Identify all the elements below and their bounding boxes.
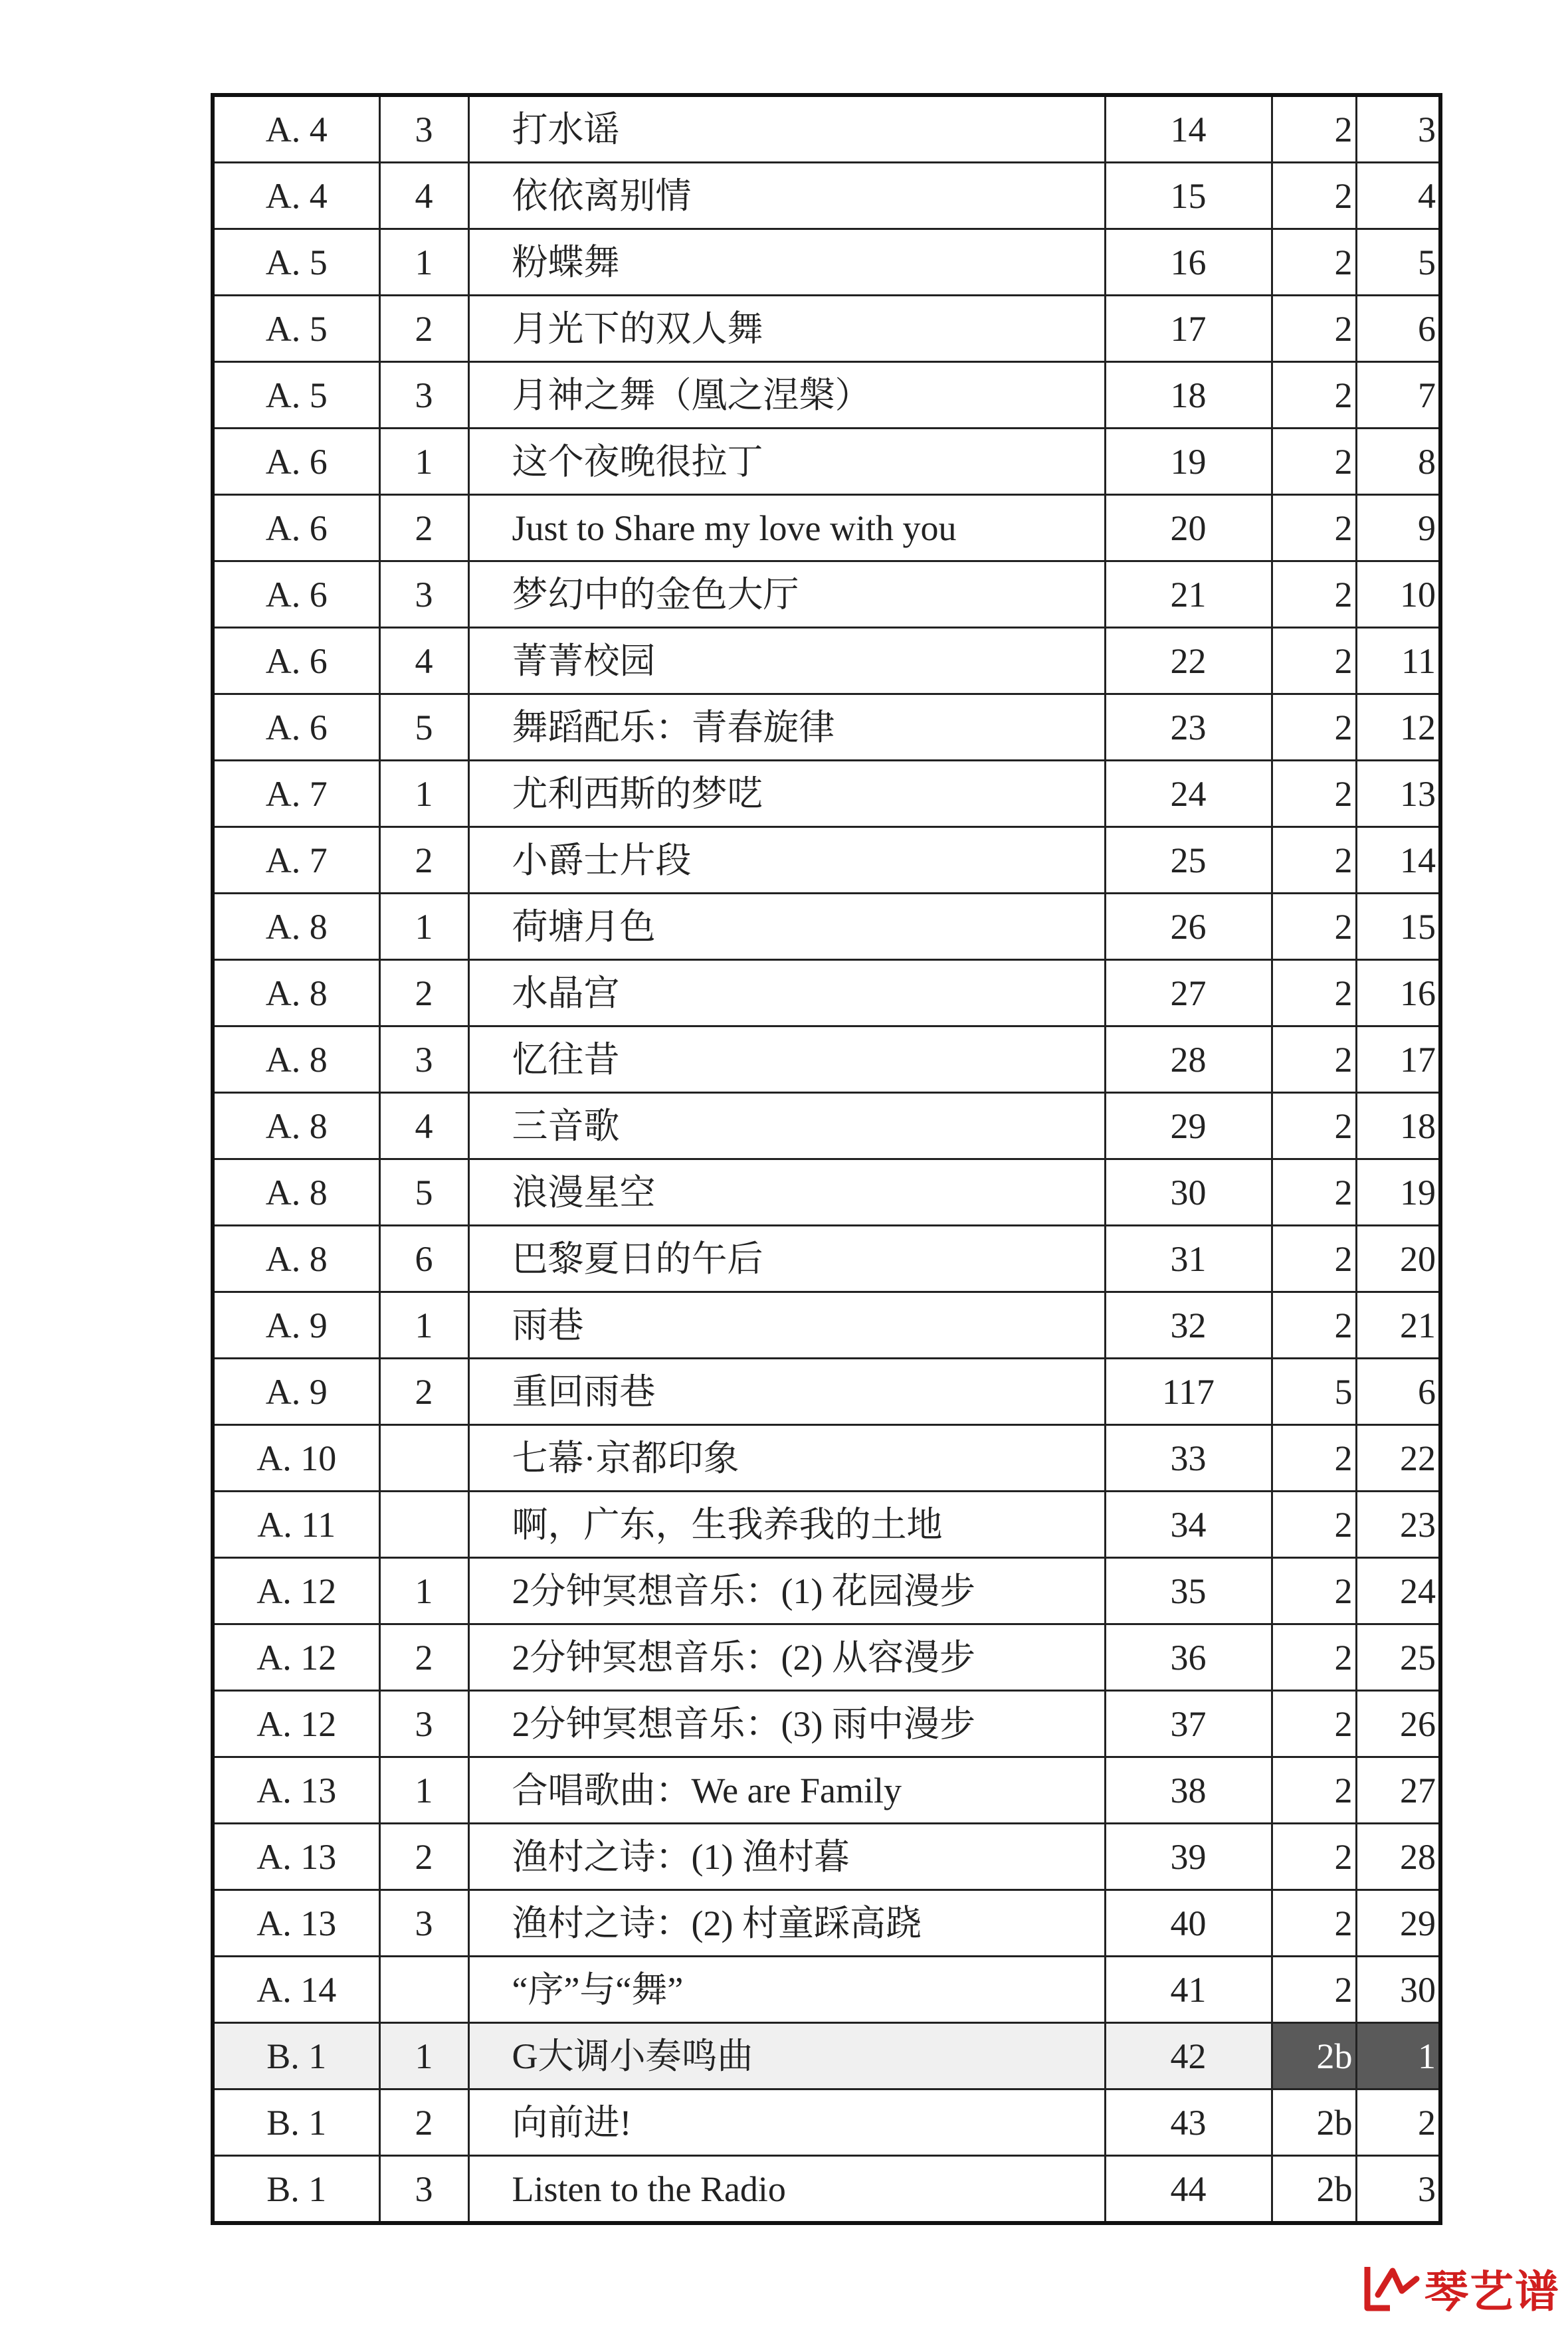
table-row bbox=[213, 827, 1440, 894]
position-cell: 3 bbox=[1356, 2156, 1440, 2224]
table-row bbox=[213, 1558, 1440, 1624]
section-cell: A. 13 bbox=[213, 1757, 379, 1824]
volume-cell: 2 bbox=[1272, 1558, 1356, 1624]
score-index-body bbox=[213, 95, 1440, 2223]
section-cell: A. 13 bbox=[213, 1890, 379, 1957]
page-number-cell: 24 bbox=[1105, 761, 1272, 827]
title-cell: 月光下的双人舞 bbox=[468, 296, 1105, 362]
page-number-cell: 34 bbox=[1105, 1492, 1272, 1558]
page-number-cell: 20 bbox=[1105, 495, 1272, 561]
position-cell: 6 bbox=[1356, 296, 1440, 362]
volume-cell: 2 bbox=[1272, 495, 1356, 561]
table-row bbox=[213, 229, 1440, 296]
item-number-cell: 4 bbox=[379, 163, 468, 229]
table-row bbox=[213, 1691, 1440, 1757]
item-number-cell: 2 bbox=[379, 296, 468, 362]
position-cell: 23 bbox=[1356, 1492, 1440, 1558]
title-cell: 菁菁校园 bbox=[468, 628, 1105, 694]
table-row bbox=[213, 2023, 1440, 2089]
section-cell: A. 7 bbox=[213, 827, 379, 894]
page-number-cell: 31 bbox=[1105, 1226, 1272, 1292]
item-number-cell: 2 bbox=[379, 1824, 468, 1890]
volume-cell: 2 bbox=[1272, 362, 1356, 429]
section-cell: A. 8 bbox=[213, 1226, 379, 1292]
title-cell: 忆往昔 bbox=[468, 1026, 1105, 1093]
table-row bbox=[213, 1624, 1440, 1691]
table-row bbox=[213, 95, 1440, 163]
position-cell: 9 bbox=[1356, 495, 1440, 561]
page-number-cell: 41 bbox=[1105, 1957, 1272, 2023]
section-cell: B. 1 bbox=[213, 2089, 379, 2156]
item-number-cell: 1 bbox=[379, 2023, 468, 2089]
item-number-cell: 2 bbox=[379, 827, 468, 894]
page-number-cell: 22 bbox=[1105, 628, 1272, 694]
title-cell: 浪漫星空 bbox=[468, 1159, 1105, 1226]
table-row bbox=[213, 1026, 1440, 1093]
volume-cell: 2 bbox=[1272, 1226, 1356, 1292]
item-number-cell: 3 bbox=[379, 95, 468, 163]
section-cell: A. 13 bbox=[213, 1824, 379, 1890]
page-number-cell: 43 bbox=[1105, 2089, 1272, 2156]
table-row bbox=[213, 1159, 1440, 1226]
position-cell: 2 bbox=[1356, 2089, 1440, 2156]
title-cell: 梦幻中的金色大厅 bbox=[468, 561, 1105, 628]
volume-cell: 2 bbox=[1272, 1159, 1356, 1226]
page-number-cell: 33 bbox=[1105, 1425, 1272, 1492]
table-row bbox=[213, 163, 1440, 229]
position-cell: 21 bbox=[1356, 1292, 1440, 1359]
title-cell: 2分钟冥想音乐：(3) 雨中漫步 bbox=[468, 1691, 1105, 1757]
page-number-cell: 21 bbox=[1105, 561, 1272, 628]
position-cell: 25 bbox=[1356, 1624, 1440, 1691]
section-cell: A. 14 bbox=[213, 1957, 379, 2023]
title-cell: Listen to the Radio bbox=[468, 2156, 1105, 2224]
volume-cell: 2 bbox=[1272, 761, 1356, 827]
table-row bbox=[213, 1359, 1440, 1425]
table-row bbox=[213, 894, 1440, 960]
volume-cell: 2 bbox=[1272, 1824, 1356, 1890]
volume-cell: 2 bbox=[1272, 960, 1356, 1026]
page-number-cell: 44 bbox=[1105, 2156, 1272, 2224]
volume-cell: 2 bbox=[1272, 229, 1356, 296]
title-cell: 七幕·京都印象 bbox=[468, 1425, 1105, 1492]
item-number-cell bbox=[379, 1957, 468, 2023]
page-number-cell: 32 bbox=[1105, 1292, 1272, 1359]
volume-cell: 2 bbox=[1272, 561, 1356, 628]
volume-cell: 2 bbox=[1272, 1492, 1356, 1558]
item-number-cell: 1 bbox=[379, 761, 468, 827]
position-cell: 17 bbox=[1356, 1026, 1440, 1093]
section-cell: A. 8 bbox=[213, 1026, 379, 1093]
section-cell: A. 9 bbox=[213, 1292, 379, 1359]
title-cell: 月神之舞（凰之涅槃） bbox=[468, 362, 1105, 429]
volume-cell: 2 bbox=[1272, 1691, 1356, 1757]
page-number-cell: 39 bbox=[1105, 1824, 1272, 1890]
section-cell: A. 6 bbox=[213, 694, 379, 761]
table-row bbox=[213, 960, 1440, 1026]
item-number-cell: 3 bbox=[379, 362, 468, 429]
section-cell: A. 11 bbox=[213, 1492, 379, 1558]
volume-cell: 2 bbox=[1272, 1093, 1356, 1159]
brand-mark-icon bbox=[1363, 2262, 1421, 2313]
position-cell: 6 bbox=[1356, 1359, 1440, 1425]
volume-cell: 2 bbox=[1272, 628, 1356, 694]
title-cell: 粉蝶舞 bbox=[468, 229, 1105, 296]
table-row bbox=[213, 1226, 1440, 1292]
table-row bbox=[213, 495, 1440, 561]
page-number-cell: 25 bbox=[1105, 827, 1272, 894]
title-cell: 2分钟冥想音乐：(2) 从容漫步 bbox=[468, 1624, 1105, 1691]
page-number-cell: 42 bbox=[1105, 2023, 1272, 2089]
table-row bbox=[213, 1093, 1440, 1159]
page-number-cell: 27 bbox=[1105, 960, 1272, 1026]
item-number-cell bbox=[379, 1425, 468, 1492]
item-number-cell: 6 bbox=[379, 1226, 468, 1292]
title-cell: 依依离别情 bbox=[468, 163, 1105, 229]
volume-cell: 2 bbox=[1272, 95, 1356, 163]
volume-cell: 5 bbox=[1272, 1359, 1356, 1425]
volume-cell: 2 bbox=[1272, 296, 1356, 362]
page-number-cell: 14 bbox=[1105, 95, 1272, 163]
page-number-cell: 117 bbox=[1105, 1359, 1272, 1425]
item-number-cell: 3 bbox=[379, 1890, 468, 1957]
item-number-cell: 1 bbox=[379, 429, 468, 495]
page-number-cell: 37 bbox=[1105, 1691, 1272, 1757]
table-row bbox=[213, 1292, 1440, 1359]
page-number-cell: 36 bbox=[1105, 1624, 1272, 1691]
section-cell: A. 12 bbox=[213, 1691, 379, 1757]
position-cell: 13 bbox=[1356, 761, 1440, 827]
page-number-cell: 16 bbox=[1105, 229, 1272, 296]
position-cell: 28 bbox=[1356, 1824, 1440, 1890]
watermark-text: 琴艺谱 bbox=[1424, 2266, 1560, 2317]
section-cell: A. 5 bbox=[213, 362, 379, 429]
volume-cell: 2b bbox=[1272, 2023, 1356, 2089]
volume-cell: 2 bbox=[1272, 694, 1356, 761]
table-row bbox=[213, 628, 1440, 694]
page-number-cell: 35 bbox=[1105, 1558, 1272, 1624]
volume-cell: 2 bbox=[1272, 1890, 1356, 1957]
title-cell: 这个夜晚很拉丁 bbox=[468, 429, 1105, 495]
table-row bbox=[213, 429, 1440, 495]
section-cell: B. 1 bbox=[213, 2156, 379, 2224]
item-number-cell: 2 bbox=[379, 960, 468, 1026]
position-cell: 1 bbox=[1356, 2023, 1440, 2089]
item-number-cell: 5 bbox=[379, 694, 468, 761]
section-cell: A. 8 bbox=[213, 1159, 379, 1226]
section-cell: A. 6 bbox=[213, 495, 379, 561]
title-cell: Just to Share my love with you bbox=[468, 495, 1105, 561]
section-cell: A. 7 bbox=[213, 761, 379, 827]
page-number-cell: 26 bbox=[1105, 894, 1272, 960]
table-row bbox=[213, 362, 1440, 429]
title-cell: 渔村之诗：(1) 渔村暮 bbox=[468, 1824, 1105, 1890]
volume-cell: 2 bbox=[1272, 1026, 1356, 1093]
item-number-cell: 4 bbox=[379, 628, 468, 694]
table-row bbox=[213, 694, 1440, 761]
title-cell: 打水谣 bbox=[468, 95, 1105, 163]
title-cell: 重回雨巷 bbox=[468, 1359, 1105, 1425]
position-cell: 7 bbox=[1356, 362, 1440, 429]
position-cell: 18 bbox=[1356, 1093, 1440, 1159]
item-number-cell: 1 bbox=[379, 1757, 468, 1824]
title-cell: 荷塘月色 bbox=[468, 894, 1105, 960]
title-cell: 舞蹈配乐：青春旋律 bbox=[468, 694, 1105, 761]
item-number-cell: 5 bbox=[379, 1159, 468, 1226]
table-row bbox=[213, 296, 1440, 362]
score-index-table bbox=[211, 93, 1442, 2225]
table-row bbox=[213, 761, 1440, 827]
position-cell: 20 bbox=[1356, 1226, 1440, 1292]
title-cell: 三音歌 bbox=[468, 1093, 1105, 1159]
title-cell: 水晶宫 bbox=[468, 960, 1105, 1026]
page-number-cell: 28 bbox=[1105, 1026, 1272, 1093]
title-cell: 渔村之诗：(2) 村童踩高跷 bbox=[468, 1890, 1105, 1957]
volume-cell: 2b bbox=[1272, 2089, 1356, 2156]
table-row bbox=[213, 1824, 1440, 1890]
position-cell: 8 bbox=[1356, 429, 1440, 495]
position-cell: 10 bbox=[1356, 561, 1440, 628]
table-row bbox=[213, 1957, 1440, 2023]
table-row bbox=[213, 1757, 1440, 1824]
page-number-cell: 19 bbox=[1105, 429, 1272, 495]
item-number-cell: 2 bbox=[379, 2089, 468, 2156]
page-number-cell: 38 bbox=[1105, 1757, 1272, 1824]
section-cell: B. 1 bbox=[213, 2023, 379, 2089]
watermark-logo bbox=[1363, 2258, 1560, 2317]
volume-cell: 2 bbox=[1272, 429, 1356, 495]
section-cell: A. 12 bbox=[213, 1558, 379, 1624]
section-cell: A. 10 bbox=[213, 1425, 379, 1492]
position-cell: 19 bbox=[1356, 1159, 1440, 1226]
position-cell: 14 bbox=[1356, 827, 1440, 894]
page-number-cell: 29 bbox=[1105, 1093, 1272, 1159]
volume-cell: 2 bbox=[1272, 827, 1356, 894]
volume-cell: 2 bbox=[1272, 894, 1356, 960]
position-cell: 12 bbox=[1356, 694, 1440, 761]
position-cell: 29 bbox=[1356, 1890, 1440, 1957]
item-number-cell: 3 bbox=[379, 561, 468, 628]
title-cell: 啊，广东，生我养我的土地 bbox=[468, 1492, 1105, 1558]
title-cell: 雨巷 bbox=[468, 1292, 1105, 1359]
item-number-cell: 2 bbox=[379, 1359, 468, 1425]
section-cell: A. 5 bbox=[213, 296, 379, 362]
item-number-cell bbox=[379, 1492, 468, 1558]
position-cell: 24 bbox=[1356, 1558, 1440, 1624]
section-cell: A. 8 bbox=[213, 960, 379, 1026]
volume-cell: 2 bbox=[1272, 1292, 1356, 1359]
title-cell: 2分钟冥想音乐：(1) 花园漫步 bbox=[468, 1558, 1105, 1624]
section-cell: A. 4 bbox=[213, 163, 379, 229]
volume-cell: 2 bbox=[1272, 1624, 1356, 1691]
table-row bbox=[213, 1890, 1440, 1957]
item-number-cell: 3 bbox=[379, 1691, 468, 1757]
table-row bbox=[213, 1492, 1440, 1558]
item-number-cell: 1 bbox=[379, 894, 468, 960]
position-cell: 4 bbox=[1356, 163, 1440, 229]
title-cell: 向前进! bbox=[468, 2089, 1105, 2156]
item-number-cell: 2 bbox=[379, 1624, 468, 1691]
position-cell: 27 bbox=[1356, 1757, 1440, 1824]
position-cell: 16 bbox=[1356, 960, 1440, 1026]
page-number-cell: 18 bbox=[1105, 362, 1272, 429]
volume-cell: 2 bbox=[1272, 163, 1356, 229]
position-cell: 22 bbox=[1356, 1425, 1440, 1492]
table-row bbox=[213, 1425, 1440, 1492]
table-row bbox=[213, 561, 1440, 628]
section-cell: A. 6 bbox=[213, 561, 379, 628]
page-number-cell: 30 bbox=[1105, 1159, 1272, 1226]
position-cell: 15 bbox=[1356, 894, 1440, 960]
item-number-cell: 1 bbox=[379, 1292, 468, 1359]
section-cell: A. 4 bbox=[213, 95, 379, 163]
section-cell: A. 8 bbox=[213, 1093, 379, 1159]
page-number-cell: 40 bbox=[1105, 1890, 1272, 1957]
item-number-cell: 4 bbox=[379, 1093, 468, 1159]
table-row bbox=[213, 2089, 1440, 2156]
item-number-cell: 1 bbox=[379, 229, 468, 296]
title-cell: 巴黎夏日的午后 bbox=[468, 1226, 1105, 1292]
item-number-cell: 3 bbox=[379, 1026, 468, 1093]
title-cell: 小爵士片段 bbox=[468, 827, 1105, 894]
volume-cell: 2 bbox=[1272, 1957, 1356, 2023]
position-cell: 26 bbox=[1356, 1691, 1440, 1757]
title-cell: “序”与“舞” bbox=[468, 1957, 1105, 2023]
section-cell: A. 8 bbox=[213, 894, 379, 960]
page-number-cell: 17 bbox=[1105, 296, 1272, 362]
volume-cell: 2 bbox=[1272, 1425, 1356, 1492]
section-cell: A. 6 bbox=[213, 429, 379, 495]
volume-cell: 2 bbox=[1272, 1757, 1356, 1824]
section-cell: A. 12 bbox=[213, 1624, 379, 1691]
section-cell: A. 9 bbox=[213, 1359, 379, 1425]
section-cell: A. 6 bbox=[213, 628, 379, 694]
title-cell: G大调小奏鸣曲 bbox=[468, 2023, 1105, 2089]
section-cell: A. 5 bbox=[213, 229, 379, 296]
item-number-cell: 2 bbox=[379, 495, 468, 561]
position-cell: 11 bbox=[1356, 628, 1440, 694]
item-number-cell: 1 bbox=[379, 1558, 468, 1624]
volume-cell: 2b bbox=[1272, 2156, 1356, 2224]
position-cell: 5 bbox=[1356, 229, 1440, 296]
item-number-cell: 3 bbox=[379, 2156, 468, 2224]
page-number-cell: 23 bbox=[1105, 694, 1272, 761]
title-cell: 合唱歌曲：We are Family bbox=[468, 1757, 1105, 1824]
page-number-cell: 15 bbox=[1105, 163, 1272, 229]
position-cell: 30 bbox=[1356, 1957, 1440, 2023]
table-row bbox=[213, 2156, 1440, 2224]
title-cell: 尤利西斯的梦呓 bbox=[468, 761, 1105, 827]
position-cell: 3 bbox=[1356, 95, 1440, 163]
